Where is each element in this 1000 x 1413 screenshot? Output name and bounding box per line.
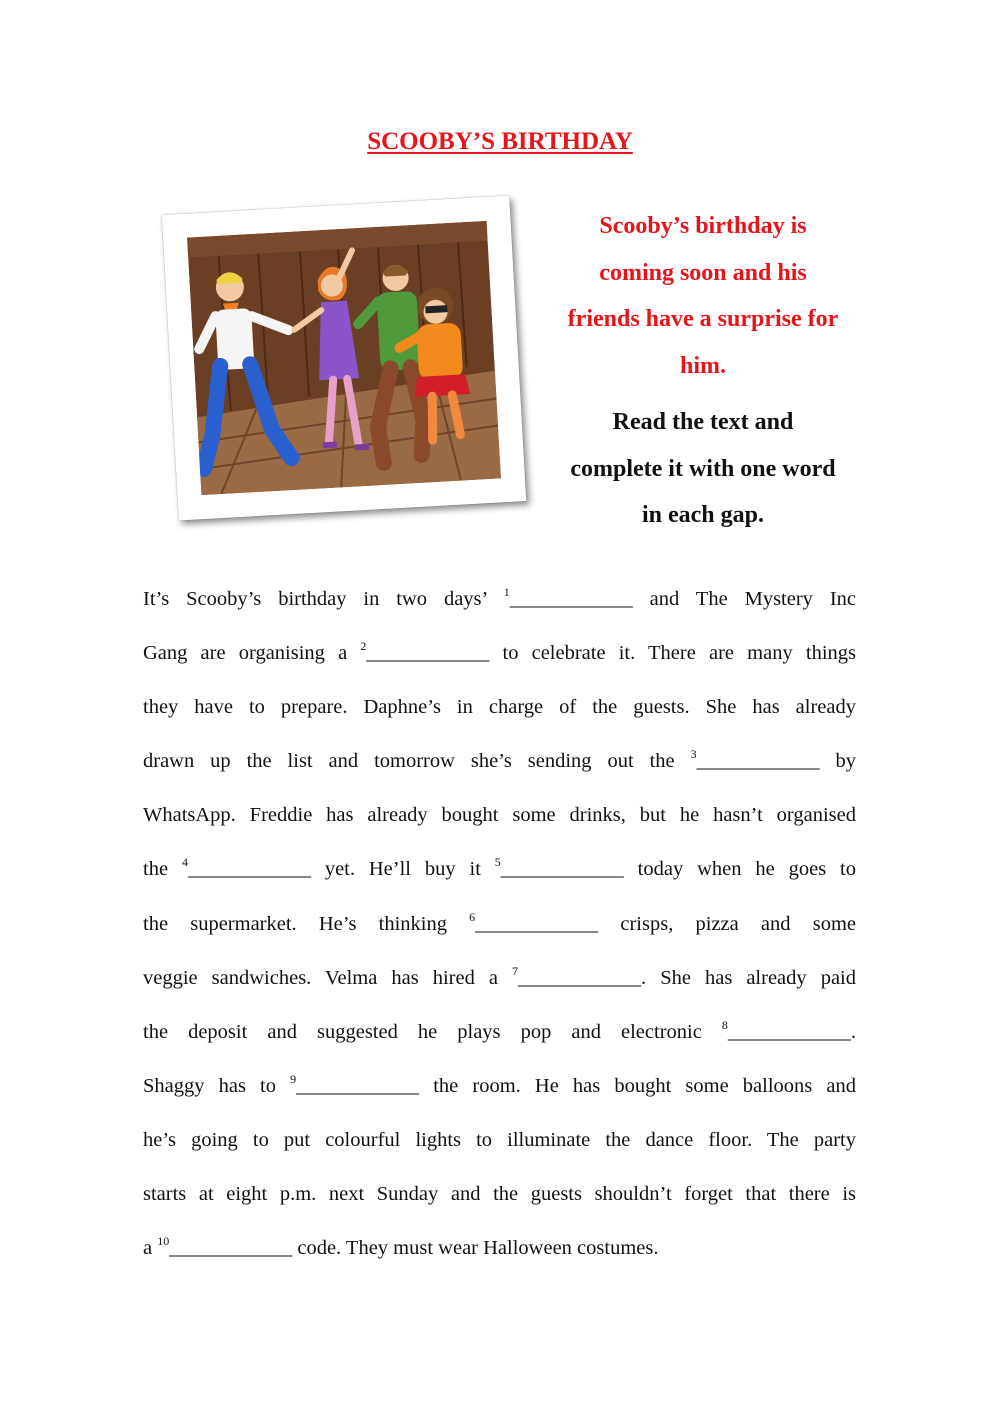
text-line: the deposit and suggested he plays pop and electronic $^8$____________. <box>143 1017 856 1043</box>
intro-line: Scooby’s birthday is <box>599 213 807 239</box>
text-line: he’s going to put colourful lights to illuminate the dance floor. The party <box>143 1128 856 1151</box>
gap-blank[interactable]: ____________ <box>366 642 490 665</box>
instructions-box <box>540 203 866 539</box>
instruction-line: in each gap. <box>641 502 764 528</box>
text-line: veggie sandwiches. Velma has hired a $^7$____________. She has already paid <box>143 963 856 989</box>
gap-number: 5 <box>494 855 501 870</box>
gap-number: 4 <box>181 855 188 870</box>
text-line: the supermarket. He’s thinking $^6$____________ crisps, pizza and some <box>143 909 856 935</box>
intro-text <box>540 203 866 389</box>
text-line: Gang are organising a $^2$____________ to celebrate it. There are many things <box>143 639 856 665</box>
task-instructions <box>540 399 866 539</box>
gap-number: 10 <box>157 1234 170 1249</box>
gap-number: 9 <box>290 1071 297 1086</box>
gap-blank[interactable]: ____________ <box>727 1020 851 1043</box>
text-line: drawn up the list and tomorrow she’s sending out the $^3$____________ by <box>143 747 856 773</box>
gap-blank[interactable]: ____________ <box>518 966 642 989</box>
text-line: they have to prepare. Daphne’s in charge of the guests. She has already <box>143 696 856 719</box>
gap-blank[interactable]: ____________ <box>696 750 820 773</box>
intro-line: friends have a surprise for <box>567 306 839 332</box>
gap-number: 2 <box>360 639 367 654</box>
gap-blank[interactable]: ____________ <box>296 1074 420 1097</box>
text-line: a $^{10}$____________ code. They must wear Halloween costumes. <box>143 1234 659 1260</box>
gap-blank[interactable]: ____________ <box>169 1237 293 1260</box>
gap-blank[interactable]: ____________ <box>475 912 599 935</box>
text-line: starts at eight p.m. next Sunday and the guests shouldn’t forget that there is <box>143 1183 856 1206</box>
text-line: WhatsApp. Freddie has already bought some drinks, but he hasn’t organised <box>143 804 856 827</box>
worksheet-title: SCOOBY’S BIRTHDAY <box>367 128 633 155</box>
gap-number: 6 <box>469 909 476 924</box>
text-line: the $^4$____________ yet. He’ll buy it $^5$____________ today when he goes to <box>143 855 857 881</box>
gap-number: 1 <box>503 585 510 599</box>
gap-number: 8 <box>721 1017 728 1032</box>
gap-number: 3 <box>690 747 697 762</box>
text-line: Shaggy has to $^9$____________ the room. He has bought some balloons and <box>143 1071 856 1097</box>
intro-line: coming soon and his <box>599 259 807 286</box>
gap-number: 7 <box>512 963 519 978</box>
gap-fill-text <box>143 572 856 1275</box>
gap-blank[interactable]: ____________ <box>509 588 633 610</box>
gap-blank[interactable]: ____________ <box>500 858 624 881</box>
dancing-characters-illustration <box>187 221 501 495</box>
gap-blank[interactable]: ____________ <box>187 858 311 881</box>
text-line: It’s Scooby’s birthday in two days’ $^1$____________ and The Mystery Inc <box>143 585 857 610</box>
instruction-line: complete it with one word <box>570 455 836 482</box>
photo-frame <box>162 196 527 521</box>
instruction-line: Read the text and <box>612 409 794 435</box>
intro-line: him. <box>679 352 726 379</box>
